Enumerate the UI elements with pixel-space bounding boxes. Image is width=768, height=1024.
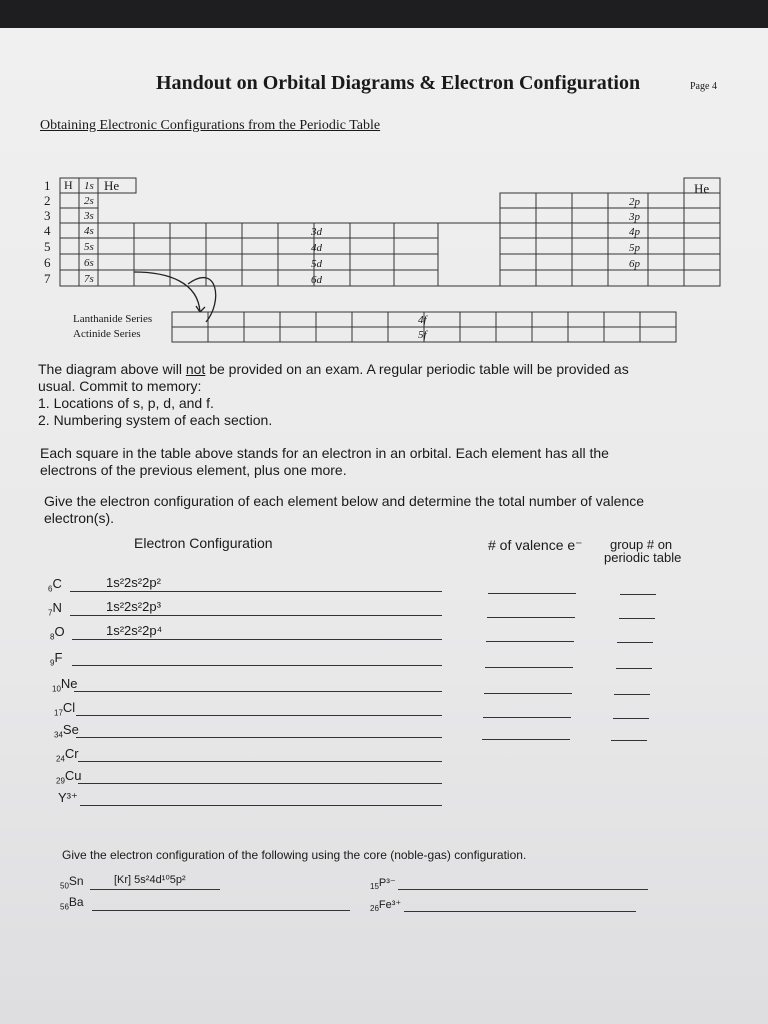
config-answer-line[interactable] <box>78 783 442 784</box>
p-orbital-label: 6p <box>629 258 640 270</box>
element-symbol: $_{29}$Cu <box>56 768 82 786</box>
column-header-group-cont: periodic table <box>604 550 682 565</box>
config-answer-line[interactable] <box>76 715 442 716</box>
electron-config-answer: 1s²2s²2p² <box>106 575 161 590</box>
s-orbital-label: 1s <box>84 180 94 192</box>
s-orbital-label: 6s <box>84 257 94 269</box>
sn-answer-line[interactable] <box>90 889 220 890</box>
element-sn: $_{50}$Sn <box>60 874 84 891</box>
element-symbol: Y³⁺ <box>58 790 78 805</box>
lanthanide-label: Lanthanide Series <box>73 313 153 325</box>
group-answer-line[interactable] <box>617 642 653 643</box>
column-header-valence: # of valence e⁻ <box>488 537 583 553</box>
fe-answer-line[interactable] <box>404 911 636 912</box>
config-answer-line[interactable] <box>72 639 442 640</box>
element-symbol: $_8$O <box>50 624 65 642</box>
config-answer-line[interactable] <box>78 761 442 762</box>
note-paragraph-1-cont: usual. Commit to memory: <box>38 378 202 394</box>
f-orbital-label: 5f <box>418 329 427 341</box>
group-answer-line[interactable] <box>614 694 650 695</box>
element-symbol: $_{34}$Se <box>54 722 79 740</box>
s-orbital-label: 5s <box>84 241 94 253</box>
s-orbital-label: 3s <box>84 210 94 222</box>
s-orbital-label: 7s <box>84 273 94 285</box>
note-paragraph-1: The diagram above will not be provided on an exam. A regular periodic table will be provided as <box>38 361 629 377</box>
memory-item-2: 2. Numbering system of each section. <box>38 412 273 428</box>
valence-answer-line[interactable] <box>487 617 575 618</box>
column-header-group: group # on <box>610 537 673 552</box>
d-orbital-label: 3d <box>311 226 322 238</box>
element-ba: $_{56}$Ba <box>60 895 84 912</box>
note-paragraph-2-cont: electrons of the previous element, plus one more. <box>40 462 347 478</box>
actinide-label: Actinide Series <box>73 328 141 340</box>
config-answer-line[interactable] <box>80 805 442 806</box>
instruction-paragraph: Give the electron configuration of each element below and determine the total number of valence <box>44 493 645 509</box>
element-fe: $_{26}$Fe³⁺ <box>370 899 402 914</box>
element-symbol: $_{24}$Cr <box>56 746 79 764</box>
group-answer-line[interactable] <box>613 718 649 719</box>
group-answer-line[interactable] <box>620 594 656 595</box>
row-number: 2 <box>44 193 51 208</box>
row-number: 4 <box>44 223 51 238</box>
config-answer-line[interactable] <box>76 737 442 738</box>
row-number: 6 <box>44 255 51 270</box>
element-symbol: $_{10}$Ne <box>52 676 78 694</box>
memory-item-1: 1. Locations of s, p, d, and f. <box>38 395 214 411</box>
valence-answer-line[interactable] <box>483 717 571 718</box>
valence-answer-line[interactable] <box>488 593 576 594</box>
d-orbital-label: 5d <box>311 258 322 270</box>
periodic-table-diagram <box>38 172 728 352</box>
element-p: $_{15}$P³⁻ <box>370 877 396 892</box>
config-answer-line[interactable] <box>70 591 442 592</box>
column-header-config: Electron Configuration <box>134 535 273 551</box>
row-number: 1 <box>44 178 51 193</box>
d-orbital-label: 6d <box>311 274 322 286</box>
ba-answer-line[interactable] <box>92 910 350 911</box>
s-orbital-label: 2s <box>84 195 94 207</box>
note-paragraph-2: Each square in the table above stands for an electron in an orbital. Each element has all the <box>40 445 609 461</box>
valence-answer-line[interactable] <box>485 667 573 668</box>
page-number: Page 4 <box>690 81 717 92</box>
valence-answer-line[interactable] <box>482 739 570 740</box>
row-number: 5 <box>44 239 51 254</box>
instruction-paragraph-cont: electron(s). <box>44 510 115 526</box>
row-number: 3 <box>44 208 51 223</box>
sn-config: [Kr] 5s²4d¹⁰5p² <box>114 874 186 886</box>
valence-answer-line[interactable] <box>484 693 572 694</box>
group-answer-line[interactable] <box>619 618 655 619</box>
p-orbital-label: 2p <box>629 196 640 208</box>
row-number: 7 <box>44 271 51 286</box>
group-answer-line[interactable] <box>616 668 652 669</box>
page-title: Handout on Orbital Diagrams & Electron Configuration <box>156 72 641 94</box>
he-label-right: He <box>694 181 710 196</box>
element-symbol: $_{17}$Cl <box>54 700 76 718</box>
d-orbital-label: 4d <box>311 242 322 254</box>
he-label-left: He <box>104 178 120 193</box>
f-orbital-label: 4f <box>418 314 427 326</box>
valence-answer-line[interactable] <box>486 641 574 642</box>
element-symbol: $_6$C <box>48 576 62 594</box>
element-symbol: $_7$N <box>48 600 62 618</box>
s-orbital-label: 4s <box>84 225 94 237</box>
p-answer-line[interactable] <box>398 889 648 890</box>
electron-config-answer: 1s²2s²2p³ <box>106 599 161 614</box>
h-label: H <box>64 178 73 192</box>
section-subtitle: Obtaining Electronic Configurations from the Periodic Table <box>40 118 381 133</box>
config-answer-line[interactable] <box>70 615 442 616</box>
electron-config-answer: 1s²2s²2p⁴ <box>106 623 163 638</box>
config-answer-line[interactable] <box>72 665 442 666</box>
p-orbital-label: 4p <box>629 226 640 238</box>
element-symbol: $_9$F <box>50 650 63 668</box>
p-orbital-label: 3p <box>629 211 640 223</box>
group-answer-line[interactable] <box>611 740 647 741</box>
p-orbital-label: 5p <box>629 242 640 254</box>
core-instruction: Give the electron configuration of the following using the core (noble-gas) configuration. <box>62 848 527 862</box>
config-answer-line[interactable] <box>74 691 442 692</box>
